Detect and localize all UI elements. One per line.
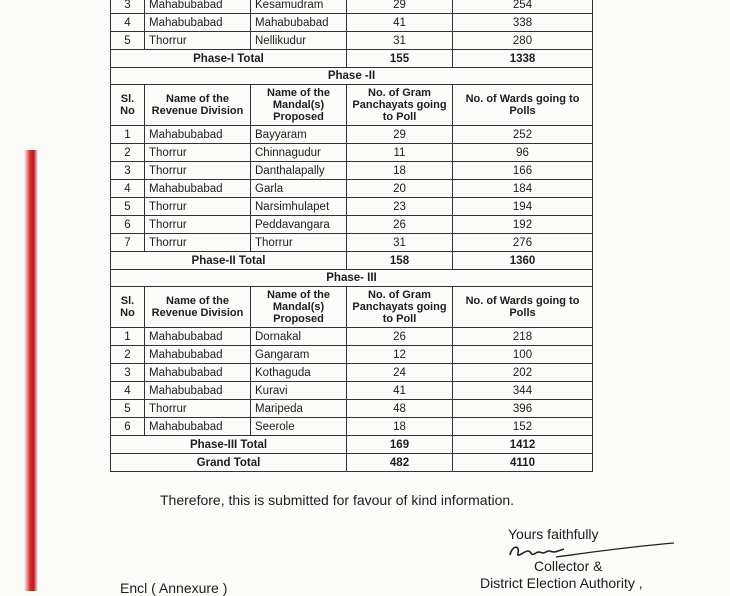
phase2-total-row bbox=[111, 252, 593, 270]
election-table bbox=[110, 0, 593, 472]
table-row bbox=[111, 400, 593, 418]
sl-cell: 1 bbox=[111, 126, 145, 144]
mandal-cell: Kothaguda bbox=[251, 364, 347, 382]
phase2-title-row bbox=[111, 68, 593, 85]
phase1-total-row bbox=[111, 50, 593, 68]
mandal-cell: Mahabubabad bbox=[251, 14, 347, 32]
division-cell: Mahabubabad bbox=[145, 418, 251, 436]
results-table-sheet bbox=[110, 0, 592, 472]
wards-cell: 166 bbox=[453, 162, 593, 180]
wards-cell: 338 bbox=[453, 14, 593, 32]
sl-cell: 3 bbox=[111, 162, 145, 180]
header-wards: No. of Wards going to Polls bbox=[453, 85, 593, 126]
division-cell: Mahabubabad bbox=[145, 382, 251, 400]
division-cell: Mahabubabad bbox=[145, 180, 251, 198]
gp-cell: 31 bbox=[347, 32, 453, 50]
gp-cell: 18 bbox=[347, 162, 453, 180]
mandal-cell: Narsimhulapet bbox=[251, 198, 347, 216]
division-cell: Mahabubabad bbox=[145, 346, 251, 364]
grand-total-row bbox=[111, 454, 593, 472]
sl-cell: 4 bbox=[111, 180, 145, 198]
sl-cell: 5 bbox=[111, 400, 145, 418]
table-row bbox=[111, 364, 593, 382]
sl-cell: 3 bbox=[111, 364, 145, 382]
division-cell: Thorrur bbox=[145, 198, 251, 216]
division-cell: Thorrur bbox=[145, 32, 251, 50]
division-cell: Mahabubabad bbox=[145, 364, 251, 382]
mandal-cell: Seerole bbox=[251, 418, 347, 436]
header-division: Name of the Revenue Division bbox=[145, 85, 251, 126]
gp-cell: 29 bbox=[347, 126, 453, 144]
sl-cell: 5 bbox=[111, 198, 145, 216]
mandal-cell: Kesamudram bbox=[251, 0, 347, 14]
table-row bbox=[111, 162, 593, 180]
total-gp: 482 bbox=[347, 454, 453, 472]
division-cell: Thorrur bbox=[145, 162, 251, 180]
gp-cell: 29 bbox=[347, 0, 453, 14]
mandal-cell: Chinnagudur bbox=[251, 144, 347, 162]
table-row bbox=[111, 14, 593, 32]
header-mandal: Name of the Mandal(s) Proposed bbox=[251, 287, 347, 328]
wards-cell: 194 bbox=[453, 198, 593, 216]
division-cell: Mahabubabad bbox=[145, 328, 251, 346]
wards-cell: 202 bbox=[453, 364, 593, 382]
phase-title: Phase -II bbox=[111, 68, 593, 85]
wards-cell: 152 bbox=[453, 418, 593, 436]
total-label: Grand Total bbox=[111, 454, 347, 472]
gp-cell: 41 bbox=[347, 14, 453, 32]
sl-cell: 6 bbox=[111, 216, 145, 234]
gp-cell: 12 bbox=[347, 346, 453, 364]
table-row bbox=[111, 234, 593, 252]
header-division: Name of the Revenue Division bbox=[145, 287, 251, 328]
wards-cell: 396 bbox=[453, 400, 593, 418]
table-row bbox=[111, 418, 593, 436]
header-gp: No. of Gram Panchayats going to Poll bbox=[347, 287, 453, 328]
sl-cell: 5 bbox=[111, 32, 145, 50]
table-row bbox=[111, 198, 593, 216]
table-row bbox=[111, 346, 593, 364]
phase3-total-row bbox=[111, 436, 593, 454]
header-gp: No. of Gram Panchayats going to Poll bbox=[347, 85, 453, 126]
total-wards: 1360 bbox=[453, 252, 593, 270]
mandal-cell: Bayyaram bbox=[251, 126, 347, 144]
table-row bbox=[111, 180, 593, 198]
total-wards: 4110 bbox=[453, 454, 593, 472]
gp-cell: 41 bbox=[347, 382, 453, 400]
phase3-title-row bbox=[111, 270, 593, 287]
role-line-2: District Election Authority , bbox=[480, 575, 643, 591]
submission-statement: Therefore, this is submitted for favour of kind information. bbox=[160, 492, 515, 508]
gp-cell: 31 bbox=[347, 234, 453, 252]
header-row bbox=[111, 287, 593, 328]
sl-cell: 4 bbox=[111, 14, 145, 32]
sl-cell: 6 bbox=[111, 418, 145, 436]
header-sl: Sl. No bbox=[111, 85, 145, 126]
mandal-cell: Kuravi bbox=[251, 382, 347, 400]
role-line-1: Collector & bbox=[534, 558, 603, 574]
header-row bbox=[111, 85, 593, 126]
division-cell: Thorrur bbox=[145, 234, 251, 252]
sl-cell: 1 bbox=[111, 328, 145, 346]
wards-cell: 280 bbox=[453, 32, 593, 50]
table-row bbox=[111, 0, 593, 14]
mandal-cell: Danthalapally bbox=[251, 162, 347, 180]
header-sl: Sl. No bbox=[111, 287, 145, 328]
sl-cell: 3 bbox=[111, 0, 145, 14]
division-cell: Mahabubabad bbox=[145, 14, 251, 32]
gp-cell: 48 bbox=[347, 400, 453, 418]
mandal-cell: Gangaram bbox=[251, 346, 347, 364]
phase-title: Phase- III bbox=[111, 270, 593, 287]
table-row bbox=[111, 126, 593, 144]
gp-cell: 26 bbox=[347, 216, 453, 234]
total-gp: 158 bbox=[347, 252, 453, 270]
table-row bbox=[111, 328, 593, 346]
mandal-cell: Peddavangara bbox=[251, 216, 347, 234]
table-row bbox=[111, 144, 593, 162]
total-wards: 1338 bbox=[453, 50, 593, 68]
enclosure-note: Encl ( Annexure ) bbox=[120, 580, 228, 596]
sl-cell: 4 bbox=[111, 382, 145, 400]
mandal-cell: Maripeda bbox=[251, 400, 347, 418]
wards-cell: 184 bbox=[453, 180, 593, 198]
division-cell: Thorrur bbox=[145, 144, 251, 162]
wards-cell: 344 bbox=[453, 382, 593, 400]
red-margin-line bbox=[24, 150, 38, 591]
gp-cell: 26 bbox=[347, 328, 453, 346]
division-cell: Mahabubabad bbox=[145, 0, 251, 14]
gp-cell: 11 bbox=[347, 144, 453, 162]
mandal-cell: Nellikudur bbox=[251, 32, 347, 50]
total-label: Phase-III Total bbox=[111, 436, 347, 454]
mandal-cell: Dornakal bbox=[251, 328, 347, 346]
total-gp: 155 bbox=[347, 50, 453, 68]
wards-cell: 252 bbox=[453, 126, 593, 144]
wards-cell: 218 bbox=[453, 328, 593, 346]
table-row bbox=[111, 382, 593, 400]
division-cell: Thorrur bbox=[145, 216, 251, 234]
sl-cell: 7 bbox=[111, 234, 145, 252]
gp-cell: 20 bbox=[347, 180, 453, 198]
division-cell: Thorrur bbox=[145, 400, 251, 418]
gp-cell: 18 bbox=[347, 418, 453, 436]
total-gp: 169 bbox=[347, 436, 453, 454]
header-wards: No. of Wards going to Polls bbox=[453, 287, 593, 328]
gp-cell: 23 bbox=[347, 198, 453, 216]
mandal-cell: Thorrur bbox=[251, 234, 347, 252]
gp-cell: 24 bbox=[347, 364, 453, 382]
wards-cell: 276 bbox=[453, 234, 593, 252]
mandal-cell: Garla bbox=[251, 180, 347, 198]
wards-cell: 100 bbox=[453, 346, 593, 364]
closing-text: Yours faithfully bbox=[508, 526, 599, 542]
total-label: Phase-I Total bbox=[111, 50, 347, 68]
sl-cell: 2 bbox=[111, 346, 145, 364]
table-row bbox=[111, 32, 593, 50]
table-row bbox=[111, 216, 593, 234]
total-wards: 1412 bbox=[453, 436, 593, 454]
total-label: Phase-II Total bbox=[111, 252, 347, 270]
division-cell: Mahabubabad bbox=[145, 126, 251, 144]
wards-cell: 254 bbox=[453, 0, 593, 14]
wards-cell: 192 bbox=[453, 216, 593, 234]
header-mandal: Name of the Mandal(s) Proposed bbox=[251, 85, 347, 126]
sl-cell: 2 bbox=[111, 144, 145, 162]
wards-cell: 96 bbox=[453, 144, 593, 162]
